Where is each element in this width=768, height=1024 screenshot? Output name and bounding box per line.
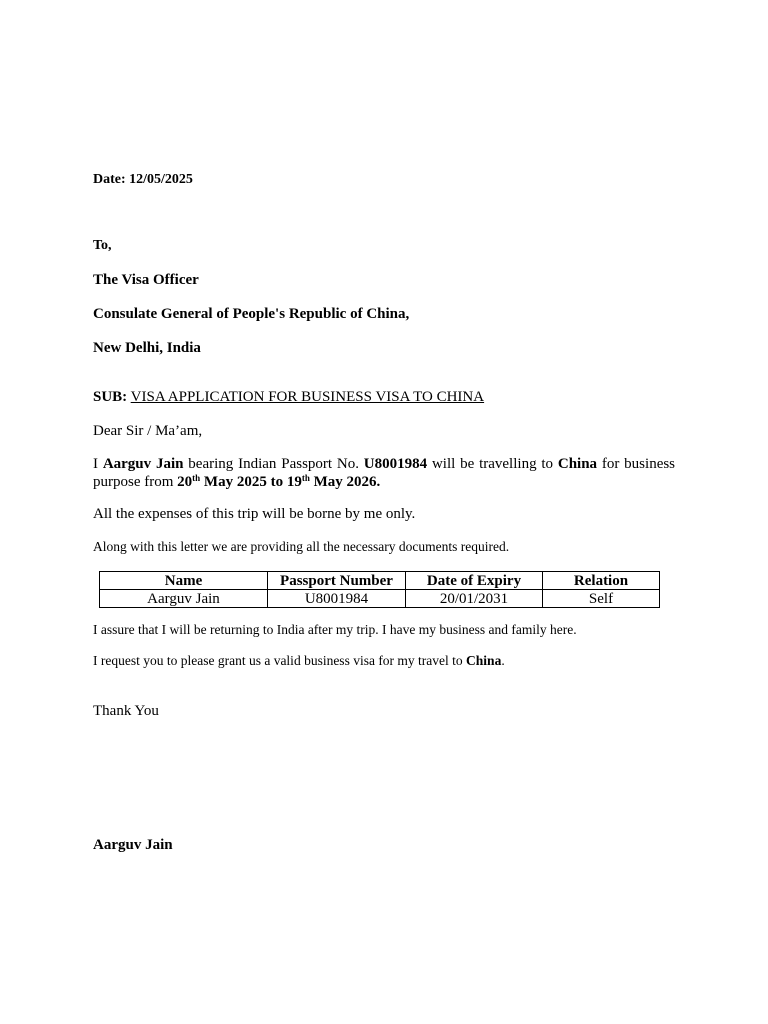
applicant-name: Aarguv Jain xyxy=(102,456,184,472)
passport-number: U8001984 xyxy=(363,456,428,472)
from-day: 20 xyxy=(177,474,193,490)
table-row xyxy=(100,590,660,608)
body-text: will be travelling to xyxy=(427,456,558,472)
body-text: I xyxy=(93,456,103,472)
cell-name: Aarguv Jain xyxy=(100,590,268,608)
recipient-org: Consulate General of People's Republic of China, xyxy=(93,306,410,322)
request-country: China xyxy=(466,653,502,668)
subject-line xyxy=(93,389,484,406)
salutation: Dear Sir / Ma’am, xyxy=(93,423,203,439)
header-expiry: Date of Expiry xyxy=(406,572,543,590)
cell-expiry: 20/01/2031 xyxy=(406,590,543,608)
signature-name: Aarguv Jain xyxy=(93,837,173,853)
assurance-line: I assure that I will be returning to India after my trip. I have my business and family here. xyxy=(93,622,577,637)
body-intro-paragraph xyxy=(93,455,675,491)
body-text: for business purpose from xyxy=(93,456,676,490)
request-line xyxy=(93,653,505,669)
cell-relation: Self xyxy=(543,590,660,608)
header-relation: Relation xyxy=(543,572,660,590)
table-header-row xyxy=(100,572,660,590)
destination-country: China xyxy=(557,456,598,472)
body-text: bearing Indian Passport No. xyxy=(183,456,364,472)
letter-date: Date: 12/05/2025 xyxy=(93,172,193,187)
documents-table xyxy=(99,571,660,608)
documents-line: Along with this letter we are providing all the necessary documents required. xyxy=(93,539,510,554)
to-line: To, xyxy=(93,238,112,253)
recipient-title: The Visa Officer xyxy=(93,272,199,288)
ordinal-suffix: th xyxy=(192,473,201,483)
travel-dates xyxy=(177,474,380,490)
header-passport: Passport Number xyxy=(268,572,406,590)
request-period: . xyxy=(501,653,505,668)
closing: Thank You xyxy=(93,703,159,719)
to-date-text: May 2026. xyxy=(309,474,381,490)
header-name: Name xyxy=(100,572,268,590)
cell-passport: U8001984 xyxy=(268,590,406,608)
subject-prefix: SUB: xyxy=(93,389,128,405)
ordinal-suffix: th xyxy=(301,473,310,483)
date-range-text: May 2025 to 19 xyxy=(200,474,302,490)
request-text: I request you to please grant us a valid business visa for my travel to xyxy=(93,653,467,668)
recipient-city: New Delhi, India xyxy=(93,340,201,356)
subject-text: VISA APPLICATION FOR BUSINESS VISA TO CHINA xyxy=(130,389,485,405)
expenses-line: All the expenses of this trip will be borne by me only. xyxy=(93,506,416,522)
